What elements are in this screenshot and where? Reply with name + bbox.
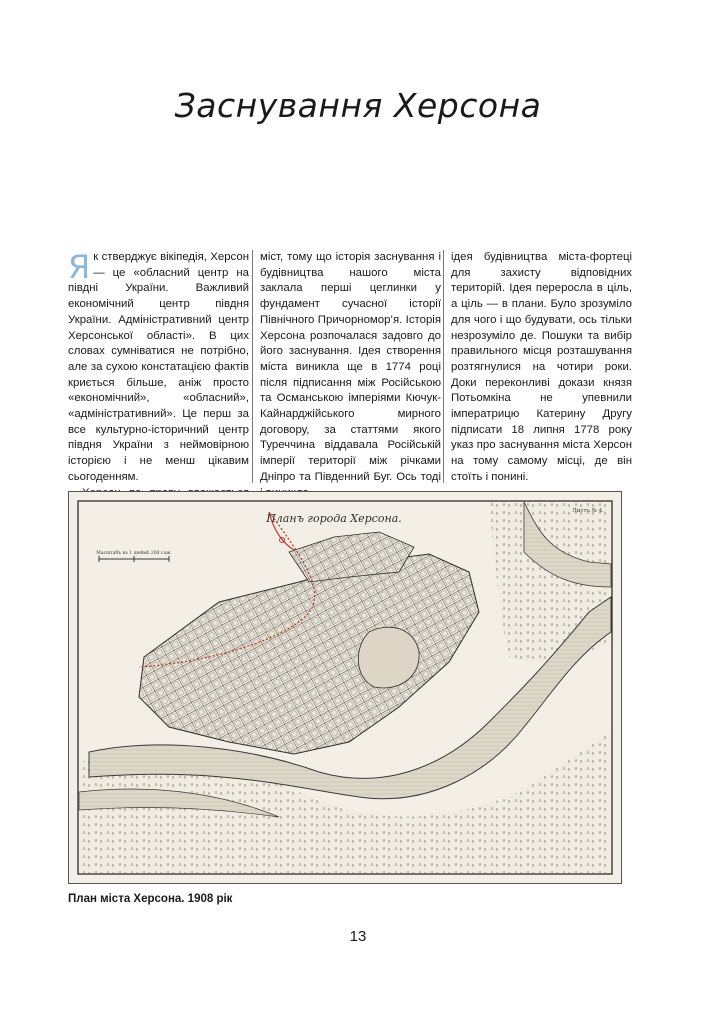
- map-scale-label: Масштабъ въ 1 дюймѣ 200 саж.: [96, 551, 172, 556]
- map-title: Планъ города Херсона.: [266, 512, 402, 525]
- drop-cap: Я: [68, 248, 91, 286]
- map-sheet-label: Листъ № 4.: [572, 508, 604, 514]
- paragraph: [68, 250, 249, 486]
- text-column-3: [451, 250, 632, 486]
- figure-caption: План міста Херсона. 1908 рік: [68, 893, 233, 905]
- city-map-figure: [68, 491, 622, 884]
- column-divider: [252, 250, 253, 483]
- page-title: Заснування Херсона: [174, 86, 542, 125]
- paragraph-text: к стверджує вікіпедія, Херсон — це «обласний центр на півдні України. Важливий економічний центр півдня України. Адміністративний центр Херсонської області». В цих словах сумніватися не потрібно, але за сухою констатацією фактів криється більше, аніж просто «економічний», «обласний», «адміністративний». Це перш за все культурно-історичний центр півдня України з неймовірною історією і не менш цікавим сьогоденням.: [68, 251, 249, 483]
- column-divider: [443, 250, 444, 483]
- city-plan-map: [69, 492, 621, 883]
- text-column-1: [68, 250, 249, 517]
- text-column-2: [260, 250, 441, 501]
- paragraph: ідея будівництва міста-фортеці для захисту відповідних територій. Ідея переросла в ціль, а ціль — в плани. Було зрозуміло для чого і що будувати, ось тільки незрозуміло де. Пошуки та вибір правильного місця розташування розтягнулися на чотири роки. Доки переконливі докази князя Потьомкіна не упевнили імператрицю Катерину Другу підписати 18 липня 1778 року указ про заснування міста Херсон на тому самому місці, де він стоїть і понині.: [451, 251, 632, 483]
- paragraph: міст, тому що історія заснування і будівництва нашого міста заклала перші цеглинки у фундамент сучасної історії Північного Причорномор’я. Історія Херсона розпочалася задовго до його заснування. Ідея створення міста виникла ще в 1774 році після підписання між Російською та Османською імперіями Кючук-Кайнарджійського мирного договору, за статтями якого Туреччина віддавала Російській імперії території між річками Дніпро та Південний Буг. Ось тоді: [260, 251, 441, 483]
- page-number: 13: [349, 928, 367, 945]
